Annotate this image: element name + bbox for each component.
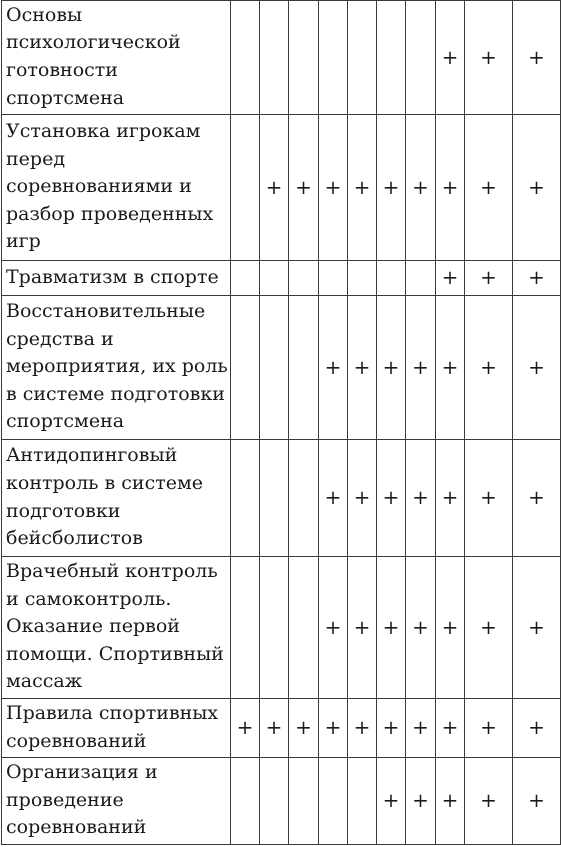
mark-cell: +	[513, 1, 561, 115]
topic-cell	[2, 440, 231, 557]
mark-cell: +	[260, 115, 289, 261]
mark-cell: +	[513, 758, 561, 845]
table-row	[2, 1, 561, 115]
mark-cell: +	[465, 440, 513, 557]
mark-cell	[260, 557, 289, 699]
mark-cell: +	[231, 699, 260, 758]
mark-cell: +	[436, 1, 465, 115]
mark-cell	[406, 1, 436, 115]
mark-cell: +	[406, 758, 436, 845]
mark-cell	[231, 1, 260, 115]
mark-cell	[348, 1, 377, 115]
mark-cell: +	[513, 261, 561, 296]
table-row	[2, 296, 561, 440]
mark-cell: +	[406, 557, 436, 699]
table-row	[2, 557, 561, 699]
topic-text: Восстановительные средства и мероприятия, их роль в системе подготовки спортсмена	[6, 300, 228, 433]
topic-text: Правила спортивных соревнований	[6, 701, 219, 752]
mark-cell: +	[406, 296, 436, 440]
mark-cell	[260, 1, 289, 115]
mark-cell	[231, 758, 260, 845]
mark-cell	[260, 296, 289, 440]
mark-cell: +	[348, 115, 377, 261]
topic-text: Антидопинговый контроль в системе подготовки бейсболистов	[6, 444, 204, 550]
mark-cell	[231, 261, 260, 296]
mark-cell	[231, 557, 260, 699]
mark-cell: +	[377, 296, 406, 440]
mark-cell	[260, 758, 289, 845]
topic-cell	[2, 296, 231, 440]
mark-cell	[289, 758, 319, 845]
mark-cell: +	[406, 115, 436, 261]
mark-cell: +	[319, 557, 348, 699]
topic-cell	[2, 557, 231, 699]
mark-cell	[260, 440, 289, 557]
topic-cell	[2, 261, 231, 296]
mark-cell	[289, 440, 319, 557]
topic-cell	[2, 699, 231, 758]
topic-text: Травматизм в спорте	[6, 265, 219, 288]
mark-cell: +	[513, 115, 561, 261]
table-row	[2, 115, 561, 261]
mark-cell: +	[377, 699, 406, 758]
mark-cell: +	[406, 440, 436, 557]
mark-cell	[231, 440, 260, 557]
mark-cell: +	[436, 557, 465, 699]
mark-cell	[260, 261, 289, 296]
mark-cell	[348, 261, 377, 296]
mark-cell	[231, 115, 260, 261]
mark-cell: +	[465, 699, 513, 758]
topic-text: Врачебный контроль и самоконтроль. Оказание первой помощи. Спортивный массаж	[6, 560, 224, 693]
mark-cell: +	[377, 440, 406, 557]
mark-cell: +	[465, 115, 513, 261]
mark-cell: +	[348, 296, 377, 440]
mark-cell	[231, 296, 260, 440]
topic-text: Организация и проведение соревнований	[6, 761, 158, 839]
mark-cell: +	[260, 699, 289, 758]
mark-cell: +	[377, 557, 406, 699]
topic-text: Установка игрокам перед соревнованиями и разбор проведенных игр	[6, 120, 214, 253]
mark-cell	[289, 261, 319, 296]
mark-cell: +	[436, 115, 465, 261]
mark-cell: +	[348, 440, 377, 557]
mark-cell: +	[513, 440, 561, 557]
mark-cell: +	[436, 758, 465, 845]
table-body	[2, 1, 561, 845]
mark-cell: +	[348, 699, 377, 758]
mark-cell	[289, 557, 319, 699]
mark-cell: +	[289, 115, 319, 261]
mark-cell: +	[348, 557, 377, 699]
mark-cell	[289, 296, 319, 440]
mark-cell: +	[513, 699, 561, 758]
mark-cell	[319, 758, 348, 845]
table-row	[2, 699, 561, 758]
topic-text: Основы психологической готовности спортсмена	[6, 3, 181, 109]
mark-cell: +	[289, 699, 319, 758]
mark-cell: +	[436, 296, 465, 440]
training-topics-table	[1, 0, 561, 845]
mark-cell: +	[319, 296, 348, 440]
mark-cell: +	[406, 699, 436, 758]
mark-cell: +	[377, 758, 406, 845]
mark-cell: +	[319, 115, 348, 261]
mark-cell	[319, 1, 348, 115]
mark-cell	[377, 1, 406, 115]
topic-cell	[2, 758, 231, 845]
mark-cell: +	[436, 440, 465, 557]
mark-cell: +	[465, 758, 513, 845]
mark-cell	[377, 261, 406, 296]
mark-cell: +	[436, 261, 465, 296]
table-row	[2, 440, 561, 557]
table-row	[2, 758, 561, 845]
mark-cell: +	[319, 699, 348, 758]
mark-cell	[289, 1, 319, 115]
mark-cell: +	[513, 557, 561, 699]
mark-cell: +	[465, 557, 513, 699]
mark-cell: +	[513, 296, 561, 440]
mark-cell: +	[465, 1, 513, 115]
table-row	[2, 261, 561, 296]
mark-cell	[348, 758, 377, 845]
topic-cell	[2, 1, 231, 115]
mark-cell: +	[436, 699, 465, 758]
mark-cell: +	[319, 440, 348, 557]
mark-cell: +	[465, 296, 513, 440]
mark-cell: +	[377, 115, 406, 261]
mark-cell: +	[465, 261, 513, 296]
mark-cell	[319, 261, 348, 296]
topic-cell	[2, 115, 231, 261]
mark-cell	[406, 261, 436, 296]
